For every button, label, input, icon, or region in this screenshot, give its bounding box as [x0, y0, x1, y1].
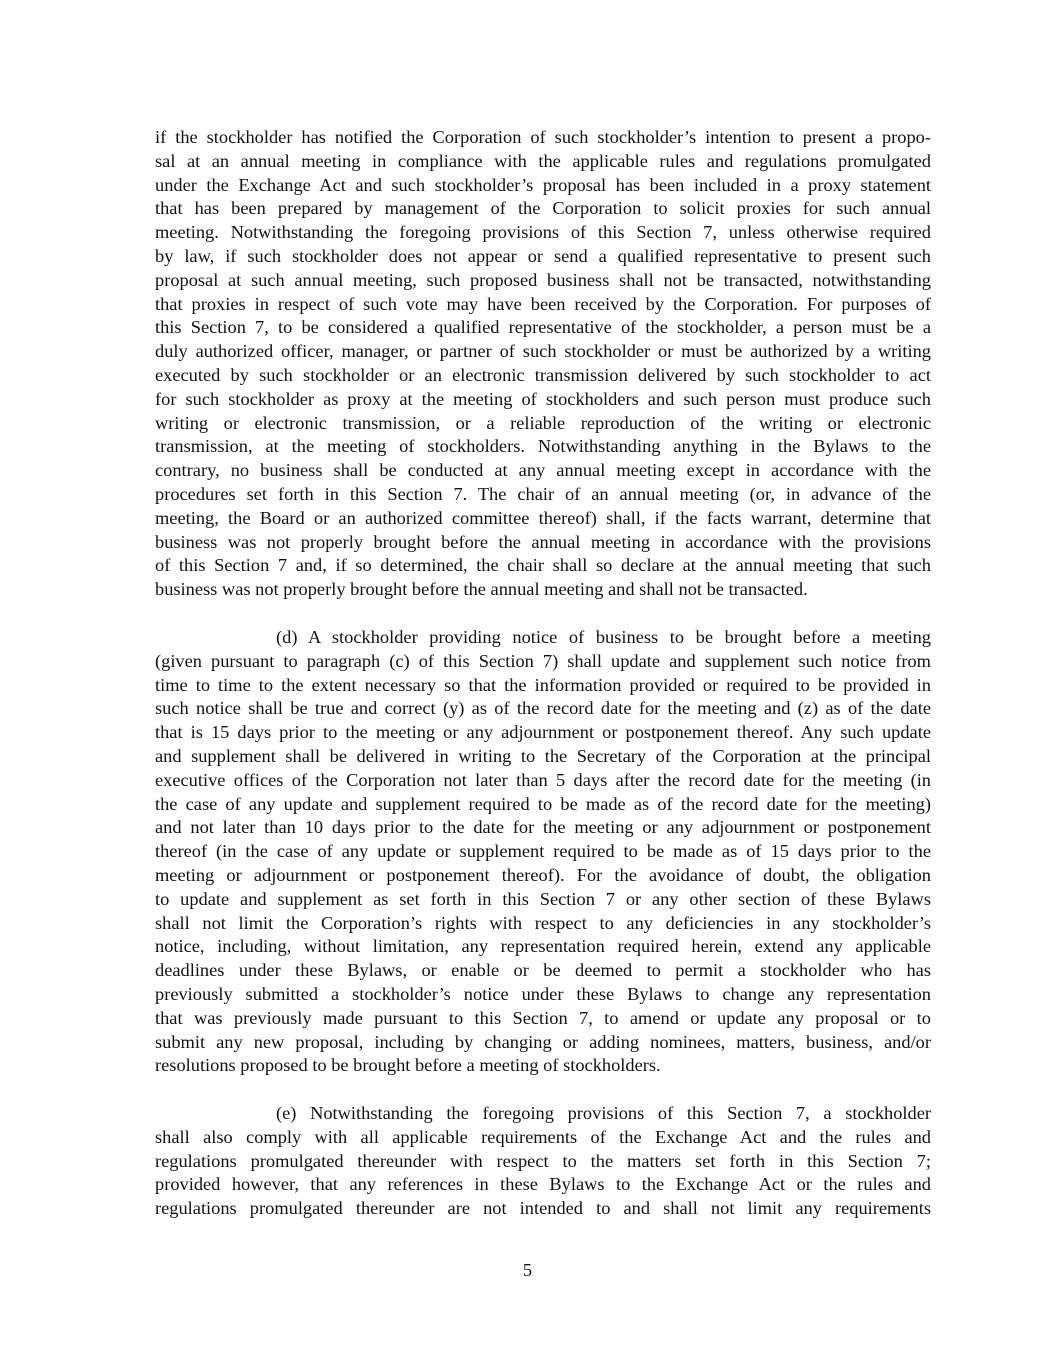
paragraph-d-update-notice — [155, 626, 931, 1078]
text-line: that proxies in respect of such vote may have been received by the Corporation. For purposes of — [155, 293, 931, 314]
text-line: notice, including, without limitation, any representation required herein, extend any applicable — [155, 936, 931, 957]
text-line: this Section 7, to be considered a qualified representative of the stockholder, a person must be a — [155, 317, 931, 338]
text-line: and supplement shall be delivered in writing to the Secretary of the Corporation at the principal — [155, 745, 931, 766]
text-line: executed by such stockholder or an electronic transmission delivered by such stockholder to act — [155, 364, 931, 385]
text-line: writing or electronic transmission, or a reliable reproduction of the writing or electronic — [155, 412, 931, 433]
text-line: of this Section 7 and, if so determined, the chair shall so declare at the annual meeting that such — [155, 555, 931, 576]
text-line: executive offices of the Corporation not later than 5 days after the record date for the meeting (in — [155, 769, 931, 790]
text-line: by law, if such stockholder does not appear or send a qualified representative to present such — [155, 245, 931, 266]
text-line: previously submitted a stockholder’s notice under these Bylaws to change any representation — [155, 983, 931, 1004]
text-line: if the stockholder has notified the Corporation of such stockholder’s intention to present a propo- — [155, 127, 931, 147]
text-line: shall also comply with all applicable requirements of the Exchange Act and the rules and — [155, 1126, 931, 1147]
text-line: procedures set forth in this Section 7. The chair of an annual meeting (or, in advance of the — [155, 483, 931, 504]
text-line: (d) A stockholder providing notice of business to be brought before a meeting — [276, 627, 931, 647]
text-line: for such stockholder as proxy at the meeting of stockholders and such person must produce such — [155, 388, 931, 409]
text-line: thereof (in the case of any update or supplement required to be made as of 15 days prior to the — [155, 841, 931, 862]
text-line: meeting. Notwithstanding the foregoing provisions of this Section 7, unless otherwise required — [155, 222, 931, 243]
text-line: deadlines under these Bylaws, or enable or be deemed to permit a stockholder who has — [155, 960, 931, 981]
text-line: duly authorized officer, manager, or partner of such stockholder or must be authorized by a writing — [155, 341, 931, 362]
text-line: that is 15 days prior to the meeting or any adjournment or postponement thereof. Any such update — [155, 722, 931, 743]
text-line: (e) Notwithstanding the foregoing provisions of this Section 7, a stockholder — [276, 1103, 931, 1123]
text-line: regulations promulgated thereunder with respect to the matters set forth in this Section 7; — [155, 1150, 931, 1171]
text-line: that was previously made pursuant to this Section 7, to amend or update any proposal or to — [155, 1007, 931, 1028]
text-line: time to time to the extent necessary so that the information provided or required to be provided in — [155, 674, 931, 695]
paragraph-e-exchange-act — [155, 1102, 931, 1221]
text-line: meeting, the Board or an authorized committee thereof) shall, if the facts warrant, determine that — [155, 507, 931, 528]
text-line: under the Exchange Act and such stockholder’s proposal has been included in a proxy statement — [155, 174, 931, 195]
text-line: meeting or adjournment or postponement thereof). For the avoidance of doubt, the obligation — [155, 864, 931, 885]
text-line: and not later than 10 days prior to the date for the meeting or any adjournment or postponement — [155, 817, 931, 838]
text-line: (given pursuant to paragraph (c) of this Section 7) shall update and supplement such notice from — [155, 650, 931, 671]
text-line: sal at an annual meeting in compliance with the applicable rules and regulations promulgated — [155, 150, 931, 171]
text-line: contrary, no business shall be conducted at any annual meeting except in accordance with the — [155, 460, 931, 481]
text-line: such notice shall be true and correct (y) as of the record date for the meeting and (z) as of the date — [155, 698, 931, 719]
text-line: proposal at such annual meeting, such proposed business shall not be transacted, notwithstanding — [155, 269, 931, 290]
text-line: business was not properly brought before the annual meeting in accordance with the provisions — [155, 531, 931, 552]
text-line: that has been prepared by management of the Corporation to solicit proxies for such annual — [155, 198, 931, 219]
text-line: business was not properly brought before the annual meeting and shall not be transacted. — [155, 579, 808, 600]
text-line: to update and supplement as set forth in this Section 7 or any other section of these Bylaws — [155, 888, 931, 909]
text-line: regulations promulgated thereunder are not intended to and shall not limit any requirements — [155, 1198, 931, 1219]
page-number: 5 — [522, 1260, 533, 1280]
text-line: provided however, that any references in these Bylaws to the Exchange Act or the rules and — [155, 1174, 931, 1195]
text-line: the case of any update and supplement required to be made as of the record date for the meeting) — [155, 793, 931, 814]
text-line: shall not limit the Corporation’s rights with respect to any deficiencies in any stockholder’s — [155, 912, 931, 933]
paragraph-stockholder-proposal — [155, 126, 931, 602]
text-line: submit any new proposal, including by changing or adding nominees, matters, business, and/or — [155, 1031, 931, 1052]
text-line: resolutions proposed to be brought before a meeting of stockholders. — [155, 1055, 661, 1076]
text-line: transmission, at the meeting of stockholders. Notwithstanding anything in the Bylaws to the — [155, 436, 931, 457]
